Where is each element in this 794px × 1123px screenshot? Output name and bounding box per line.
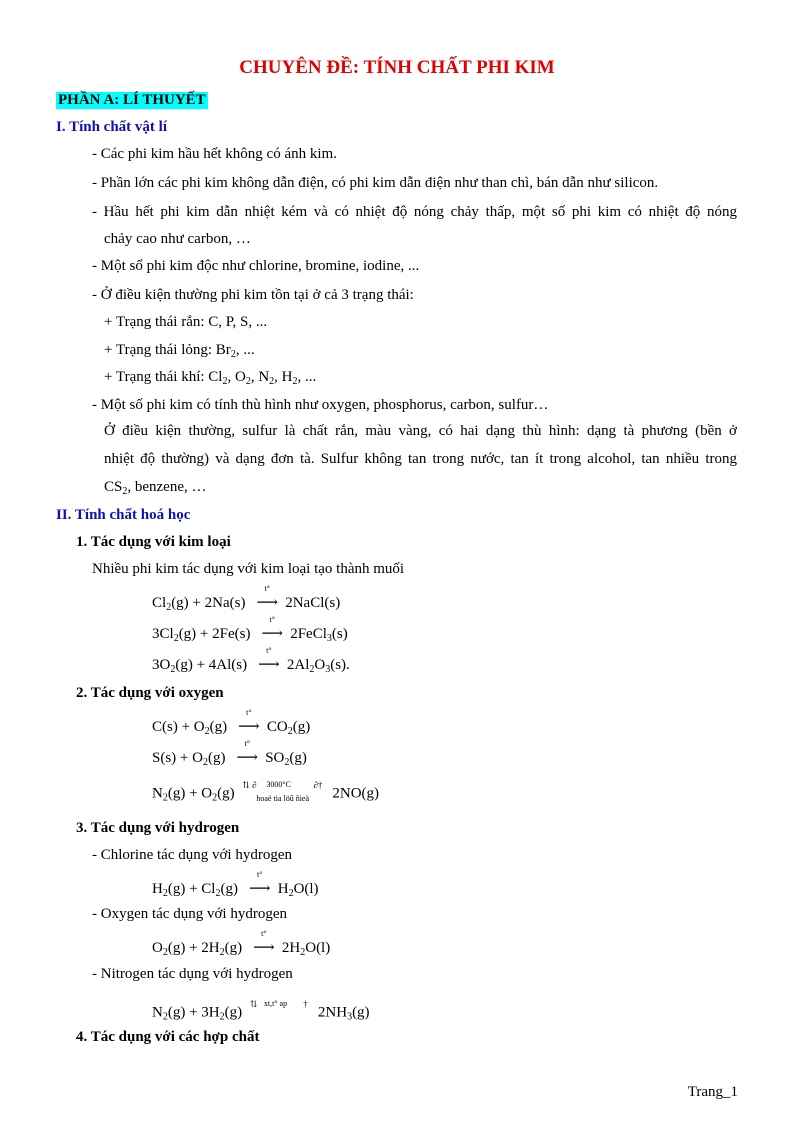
arrow-icon: t° ⟶ (256, 584, 278, 611)
equation: $C(s) + O_2(g)$ t° ⟶ $CO_2(g)$ (152, 708, 311, 737)
paragraph: - Hầu hết phi kim dẫn nhiệt kém và có nhiệt độ nóng chảy thấp, một số phi kim có nhiệt độ nóng (92, 204, 737, 220)
paragraph: - Một số phi kim độc như chlorine, bromine, iodine, ... (92, 258, 420, 274)
arrow-icon: t° ⟶ (236, 739, 258, 766)
section-physical-properties: I. Tính chất vật lí (56, 119, 167, 135)
page-number: Trang_1 (687, 1084, 738, 1100)
paragraph: - Các phi kim hầu hết không có ánh kim. (92, 146, 337, 162)
paragraph: nhiệt độ thường) và dạng đơn tà. Sulfur không tan trong nước, tan ít trong alcohol, tan nhiều trong (104, 451, 737, 467)
paragraph: - Phần lớn các phi kim không dẫn điện, có phi kim dẫn điện như than chì, bán dẫn như silicon. (92, 175, 659, 191)
paragraph: Nhiều phi kim tác dụng với kim loại tạo thành muối (92, 561, 405, 577)
subheading-hydrogen: 3. Tác dụng với hydrogen (76, 820, 240, 836)
state-liquid: + Trạng thái lỏng: $Br_2$, ... (104, 342, 255, 360)
subheading-compounds: 4. Tác dụng với các hợp chất (76, 1029, 260, 1045)
equation: $Cl_2(g) + 2Na(s)$ t° ⟶ 2NaCl(s) (152, 584, 341, 613)
equation: $O_2(g) + 2H_2(g)$ t° ⟶ $2H_2O(l)$ (152, 929, 331, 958)
equation: $S(s) + O_2(g)$ t° ⟶ $SO_2(g)$ (152, 739, 307, 768)
arrow-icon: t° ⟶ (248, 870, 271, 897)
section-chemical-properties: II. Tính chất hoá học (56, 507, 191, 523)
reversible-arrow-icon: ⇅ ∂ 3000°C hoaë tia löû ñieä ∂† (242, 780, 323, 803)
subheading-metals: 1. Tác dụng với kim loại (76, 534, 231, 550)
reversible-arrow-icon: ⇅ xt,t° ap † (249, 999, 308, 1009)
state-gas: + Trạng thái khí: $Cl_2$, $O_2$, $N_2$, $H_2$, ... (104, 369, 317, 387)
document-title: CHUYÊN ĐỀ: TÍNH CHẤT PHI KIM (239, 57, 555, 78)
paragraph: chảy cao như carbon, … (104, 231, 251, 247)
paragraph: - Ở điều kiện thường phi kim tồn tại ở cả 3 trạng thái: (92, 287, 414, 303)
equation: $3Cl_2(g) + 2Fe(s)$ t° ⟶ 2FeCl$_3$(s) (152, 615, 348, 644)
paragraph: Ở điều kiện thường, sulfur là chất rắn, màu vàng, có hai dạng thù hình: dạng tà phương (bền ở (104, 423, 737, 439)
paragraph: - Chlorine tác dụng với hydrogen (92, 847, 292, 863)
equation: $3O_2(g) + 4Al(s)$ t° ⟶ $2Al_2O_3(s)$. (152, 646, 350, 675)
subheading-oxygen: 2. Tác dụng với oxygen (76, 685, 224, 701)
arrow-icon: t° ⟶ (258, 646, 280, 673)
equation: $N_2(g) + O_2(g)$ ⇅ ∂ 3000°C hoaë tia löû ñieä ∂† 2NO(g) (152, 782, 379, 806)
arrow-icon: t° ⟶ (261, 615, 283, 642)
paragraph: - Một số phi kim có tính thù hình như oxygen, phosphorus, carbon, sulfur… (92, 397, 549, 413)
equation: $N_2(g) + 3H_2(g)$ ⇅ xt,t° ap † $2NH_3(g)$ (152, 1001, 370, 1025)
state-solid: + Trạng thái rắn: C, P, S, ... (104, 314, 268, 330)
equation: $H_2(g) + Cl_2(g)$ t° ⟶ $H_2O(l)$ (152, 870, 319, 899)
part-a-heading: PHẦN A: LÍ THUYẾT (58, 92, 206, 108)
arrow-icon: t° ⟶ (253, 929, 275, 956)
paragraph: $CS_2$, benzene, … (104, 479, 207, 497)
paragraph: - Nitrogen tác dụng với hydrogen (92, 966, 293, 982)
paragraph: - Oxygen tác dụng với hydrogen (92, 906, 287, 922)
arrow-icon: t° ⟶ (238, 708, 260, 735)
